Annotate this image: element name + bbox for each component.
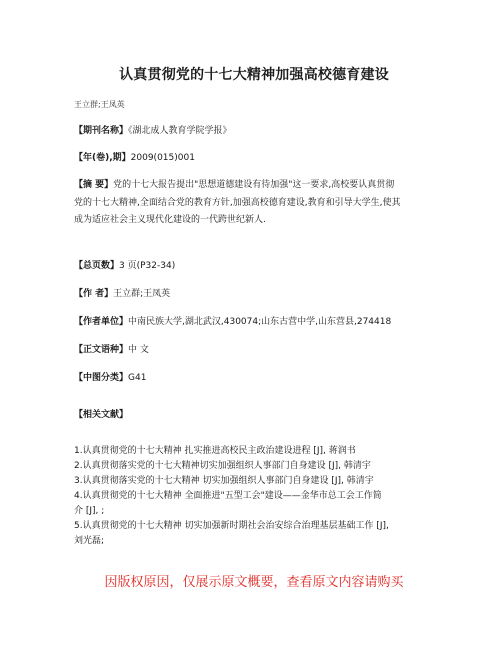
- year-field: [74, 150, 434, 167]
- affiliation-label: 【作者单位】: [74, 317, 129, 327]
- journal-value: 《湖北成人教育学院学报》: [128, 126, 232, 136]
- list-item[interactable]: 4.认真贯彻党的十七大精神 全面推进"五型工会"建设——金华市总工会工作简: [74, 491, 382, 501]
- author-label: 【作 者】: [74, 289, 114, 299]
- reference-list: [74, 444, 434, 549]
- pages-value: 3 页(P32-34): [119, 261, 176, 271]
- list-item[interactable]: 介 [J], ;: [74, 506, 105, 516]
- related-label: 【相关文献】: [74, 410, 129, 420]
- affiliation-value: 中南民族大学,湖北武汉,430074;山东古营中学,山东营县,274418: [128, 317, 392, 327]
- abstract-line-2: 党的十七大精神,全面结合党的教育方针,加强高校德育建设,教育和引导大学生,使其: [74, 197, 401, 208]
- year-value: 2009(015)001: [130, 153, 195, 163]
- authors-line: 王立群;王凤英: [74, 100, 125, 109]
- abstract-field: [74, 177, 434, 230]
- language-field: [74, 342, 434, 359]
- language-value: 中 文: [128, 345, 149, 355]
- page-title: 认真贯彻党的十七大精神加强高校德育建设: [119, 67, 389, 83]
- list-item[interactable]: 1.认真贯彻党的十七大精神 扎实推进高校民主政治建设进程 [J], 蒋润书: [74, 446, 356, 456]
- copyright-notice: 因版权原因，仅展示原文概要，查看原文内容请购买: [104, 575, 404, 590]
- year-label: 【年(卷),期】: [74, 153, 131, 163]
- list-item[interactable]: 2.认真贯彻落实党的十七大精神切实加强组织人事部门自身建设 [J], 韩清宇: [74, 461, 371, 471]
- clc-value: G41: [128, 373, 147, 383]
- journal-label: 【期刊名称】: [74, 126, 129, 136]
- list-item[interactable]: 刘光磊;: [74, 536, 105, 546]
- author-field: [74, 286, 434, 303]
- journal-field: [74, 123, 434, 140]
- affiliation-field: [74, 314, 434, 331]
- pages-field: [74, 258, 434, 275]
- language-label: 【正文语种】: [74, 345, 129, 355]
- abstract-line-1: 党的十七大报告提出"思想道德建设有待加强"这一要求,高校要认真贯彻: [113, 180, 395, 190]
- list-item[interactable]: 3.认真贯彻落实党的十七大精神 切实加强组织人事部门自身建设 [J], 韩清宇: [74, 476, 374, 486]
- related-heading: [74, 407, 434, 424]
- list-item[interactable]: 5.认真贯彻党的十七大精神 切实加强新时期社会治安综合治理基层基础工作 [J],: [74, 521, 389, 531]
- clc-label: 【中图分类】: [74, 373, 129, 383]
- clc-field: [74, 370, 434, 387]
- pages-label: 【总页数】: [74, 261, 120, 271]
- abstract-line-3: 成为适应社会主义现代化建设的一代跨世纪新人.: [74, 215, 266, 225]
- abstract-label: 【摘 要】: [74, 180, 114, 190]
- author-value: 王立群;王凤英: [113, 289, 171, 299]
